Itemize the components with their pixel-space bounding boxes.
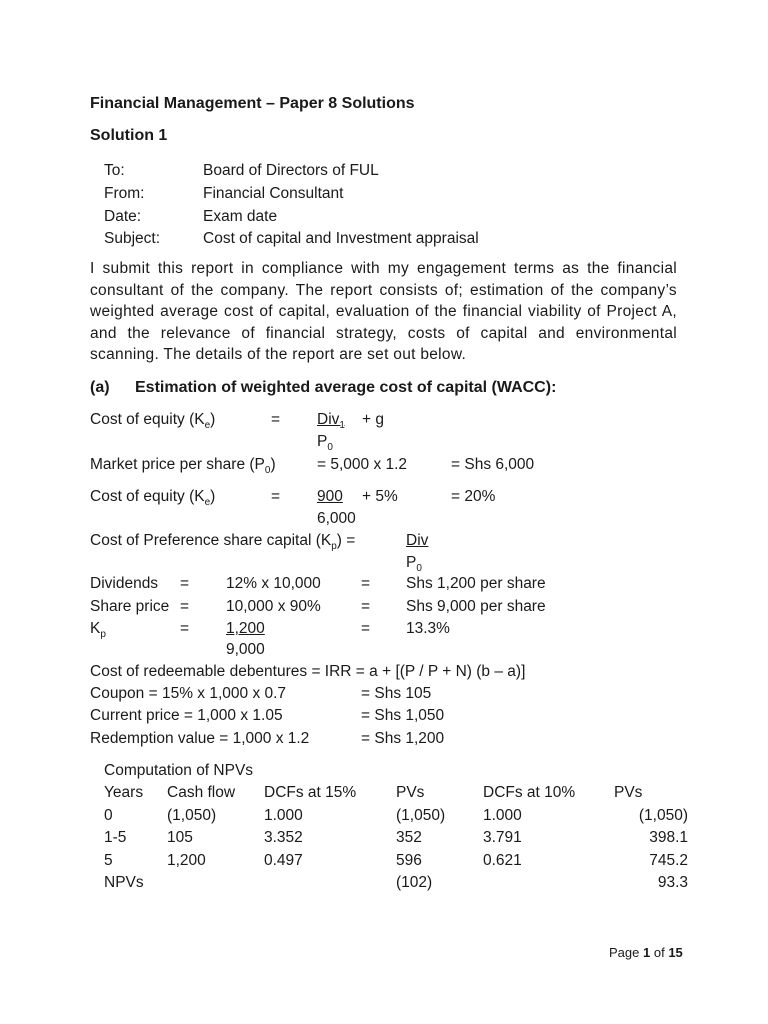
memo-from-value: Financial Consultant — [203, 185, 344, 202]
table-cell: (1,050) — [396, 807, 446, 824]
memo-to-label: To: — [104, 162, 125, 179]
table-cell: 596 — [396, 852, 422, 869]
table-cell: 0.621 — [483, 852, 522, 869]
ke2-numerator: 900 — [317, 488, 343, 505]
kp-div: Div — [406, 532, 429, 549]
table-cell: 1-5 — [104, 829, 127, 846]
npv-header-cashflow: Cash flow — [167, 784, 236, 801]
coupon-label: Coupon = 15% x 1,000 x 0.7 — [90, 685, 287, 702]
table-cell: 1.000 — [483, 807, 522, 824]
table-cell: (1,050) — [167, 807, 217, 824]
table-cell: 5 — [104, 852, 113, 869]
ke-div-numerator: Div$_1$ — [317, 411, 345, 432]
share-price-equals-2: = — [361, 598, 371, 615]
ke2-plus: + 5% — [362, 488, 398, 505]
table-cell: (102) — [396, 874, 433, 891]
table-cell: 0.497 — [264, 852, 303, 869]
table-cell: 3.352 — [264, 829, 303, 846]
market-price-label: Market price per share $(P_0)$ — [90, 456, 276, 477]
redemption-label: Redemption value = 1,000 x 1.2 — [90, 730, 310, 747]
table-cell: 1,200 — [167, 852, 206, 869]
memo-to-value: Board of Directors of FUL — [203, 162, 379, 179]
kp-label: Cost of Preference share capital $(K_p)$ = — [90, 532, 356, 553]
dividends-label: Dividends — [90, 575, 159, 592]
ke2-denominator: 6,000 — [317, 510, 356, 527]
table-cell: 93.3 — [657, 874, 688, 891]
kp-p: $P_0$ — [406, 554, 422, 575]
kp2-label: $K_p$ — [90, 620, 106, 641]
table-cell: 745.2 — [649, 852, 688, 869]
npv-header-pv15: PVs — [396, 784, 425, 801]
ke2-result: = 20% — [451, 488, 496, 505]
ke-equals: = — [271, 411, 281, 428]
current-price-label: Current price = 1,000 x 1.05 — [90, 707, 283, 724]
memo-from-label: From: — [104, 185, 145, 202]
table-cell: 1.000 — [264, 807, 303, 824]
memo-date-value: Exam date — [203, 208, 278, 225]
ke-label: Cost of equity $(K_e)$ — [90, 411, 216, 432]
share-price-result: Shs 9,000 per share — [406, 598, 546, 615]
section-a-label: (a) — [90, 379, 110, 396]
npv-table-caption: Computation of NPVs — [104, 762, 254, 779]
dividends-equals: = — [180, 575, 190, 592]
memo-date-label: Date: — [104, 208, 142, 225]
market-price-calc: = 5,000 x 1.2 — [317, 456, 408, 473]
ke-plus-g: + g — [362, 411, 384, 428]
solution-heading: Solution 1 — [90, 127, 168, 144]
table-cell: 352 — [396, 829, 422, 846]
table-cell: (1,050) — [638, 807, 688, 824]
memo-subject-label: Subject: — [104, 230, 161, 247]
npv-header-dcf15: DCFs at 15% — [264, 784, 357, 801]
memo-subject-value: Cost of capital and Investment appraisal — [203, 230, 479, 247]
kp2-numerator: 1,200 — [226, 620, 265, 637]
document-title: Financial Management – Paper 8 Solutions — [90, 95, 415, 112]
share-price-calc: 10,000 x 90% — [226, 598, 321, 615]
section-a-title: Estimation of weighted average cost of capital (WACC): — [135, 379, 557, 396]
dividends-equals-2: = — [361, 575, 371, 592]
ke2-equals: = — [271, 488, 281, 505]
current-price-result: = Shs 1,050 — [361, 707, 445, 724]
dividends-result: Shs 1,200 per share — [406, 575, 546, 592]
dividends-calc: 12% x 10,000 — [226, 575, 321, 592]
kp2-equals: = — [180, 620, 190, 637]
share-price-equals: = — [180, 598, 190, 615]
ke-p-denominator: $P_0$ — [317, 433, 333, 454]
kp2-result: 13.3% — [406, 620, 450, 637]
redeemable-debentures-line: Cost of redeemable debentures = IRR = a + [(P / P + N) (b – a)] — [90, 663, 526, 680]
redemption-result: = Shs 1,200 — [361, 730, 445, 747]
npv-header-dcf10: DCFs at 10% — [483, 784, 576, 801]
market-price-result: = Shs 6,000 — [451, 456, 535, 473]
table-cell: 105 — [167, 829, 193, 846]
table-cell: NPVs — [104, 874, 144, 891]
kp2-denominator: 9,000 — [226, 641, 265, 658]
table-cell: 3.791 — [483, 829, 522, 846]
table-cell: 398.1 — [649, 829, 688, 846]
share-price-label: Share price — [90, 598, 170, 615]
page-footer: Page 1 of 15 — [609, 945, 683, 960]
npv-header-pv10: PVs — [614, 784, 643, 801]
table-cell: 0 — [104, 807, 113, 824]
kp2-equals-2: = — [361, 620, 371, 637]
intro-paragraph: I submit this report in compliance with my engagement terms as the financial consultant of the company. The report consists of; estimation of the company’s weighted average cost of capital, evaluation of the financial viability of Project A, and the relevance of financial strategy, costs of capital and environmental scanning. The details of the report are set out below. — [90, 260, 677, 363]
ke2-label: Cost of equity $(K_e)$ — [90, 488, 216, 509]
coupon-result: = Shs 105 — [361, 685, 432, 702]
npv-header-years: Years — [104, 784, 144, 801]
